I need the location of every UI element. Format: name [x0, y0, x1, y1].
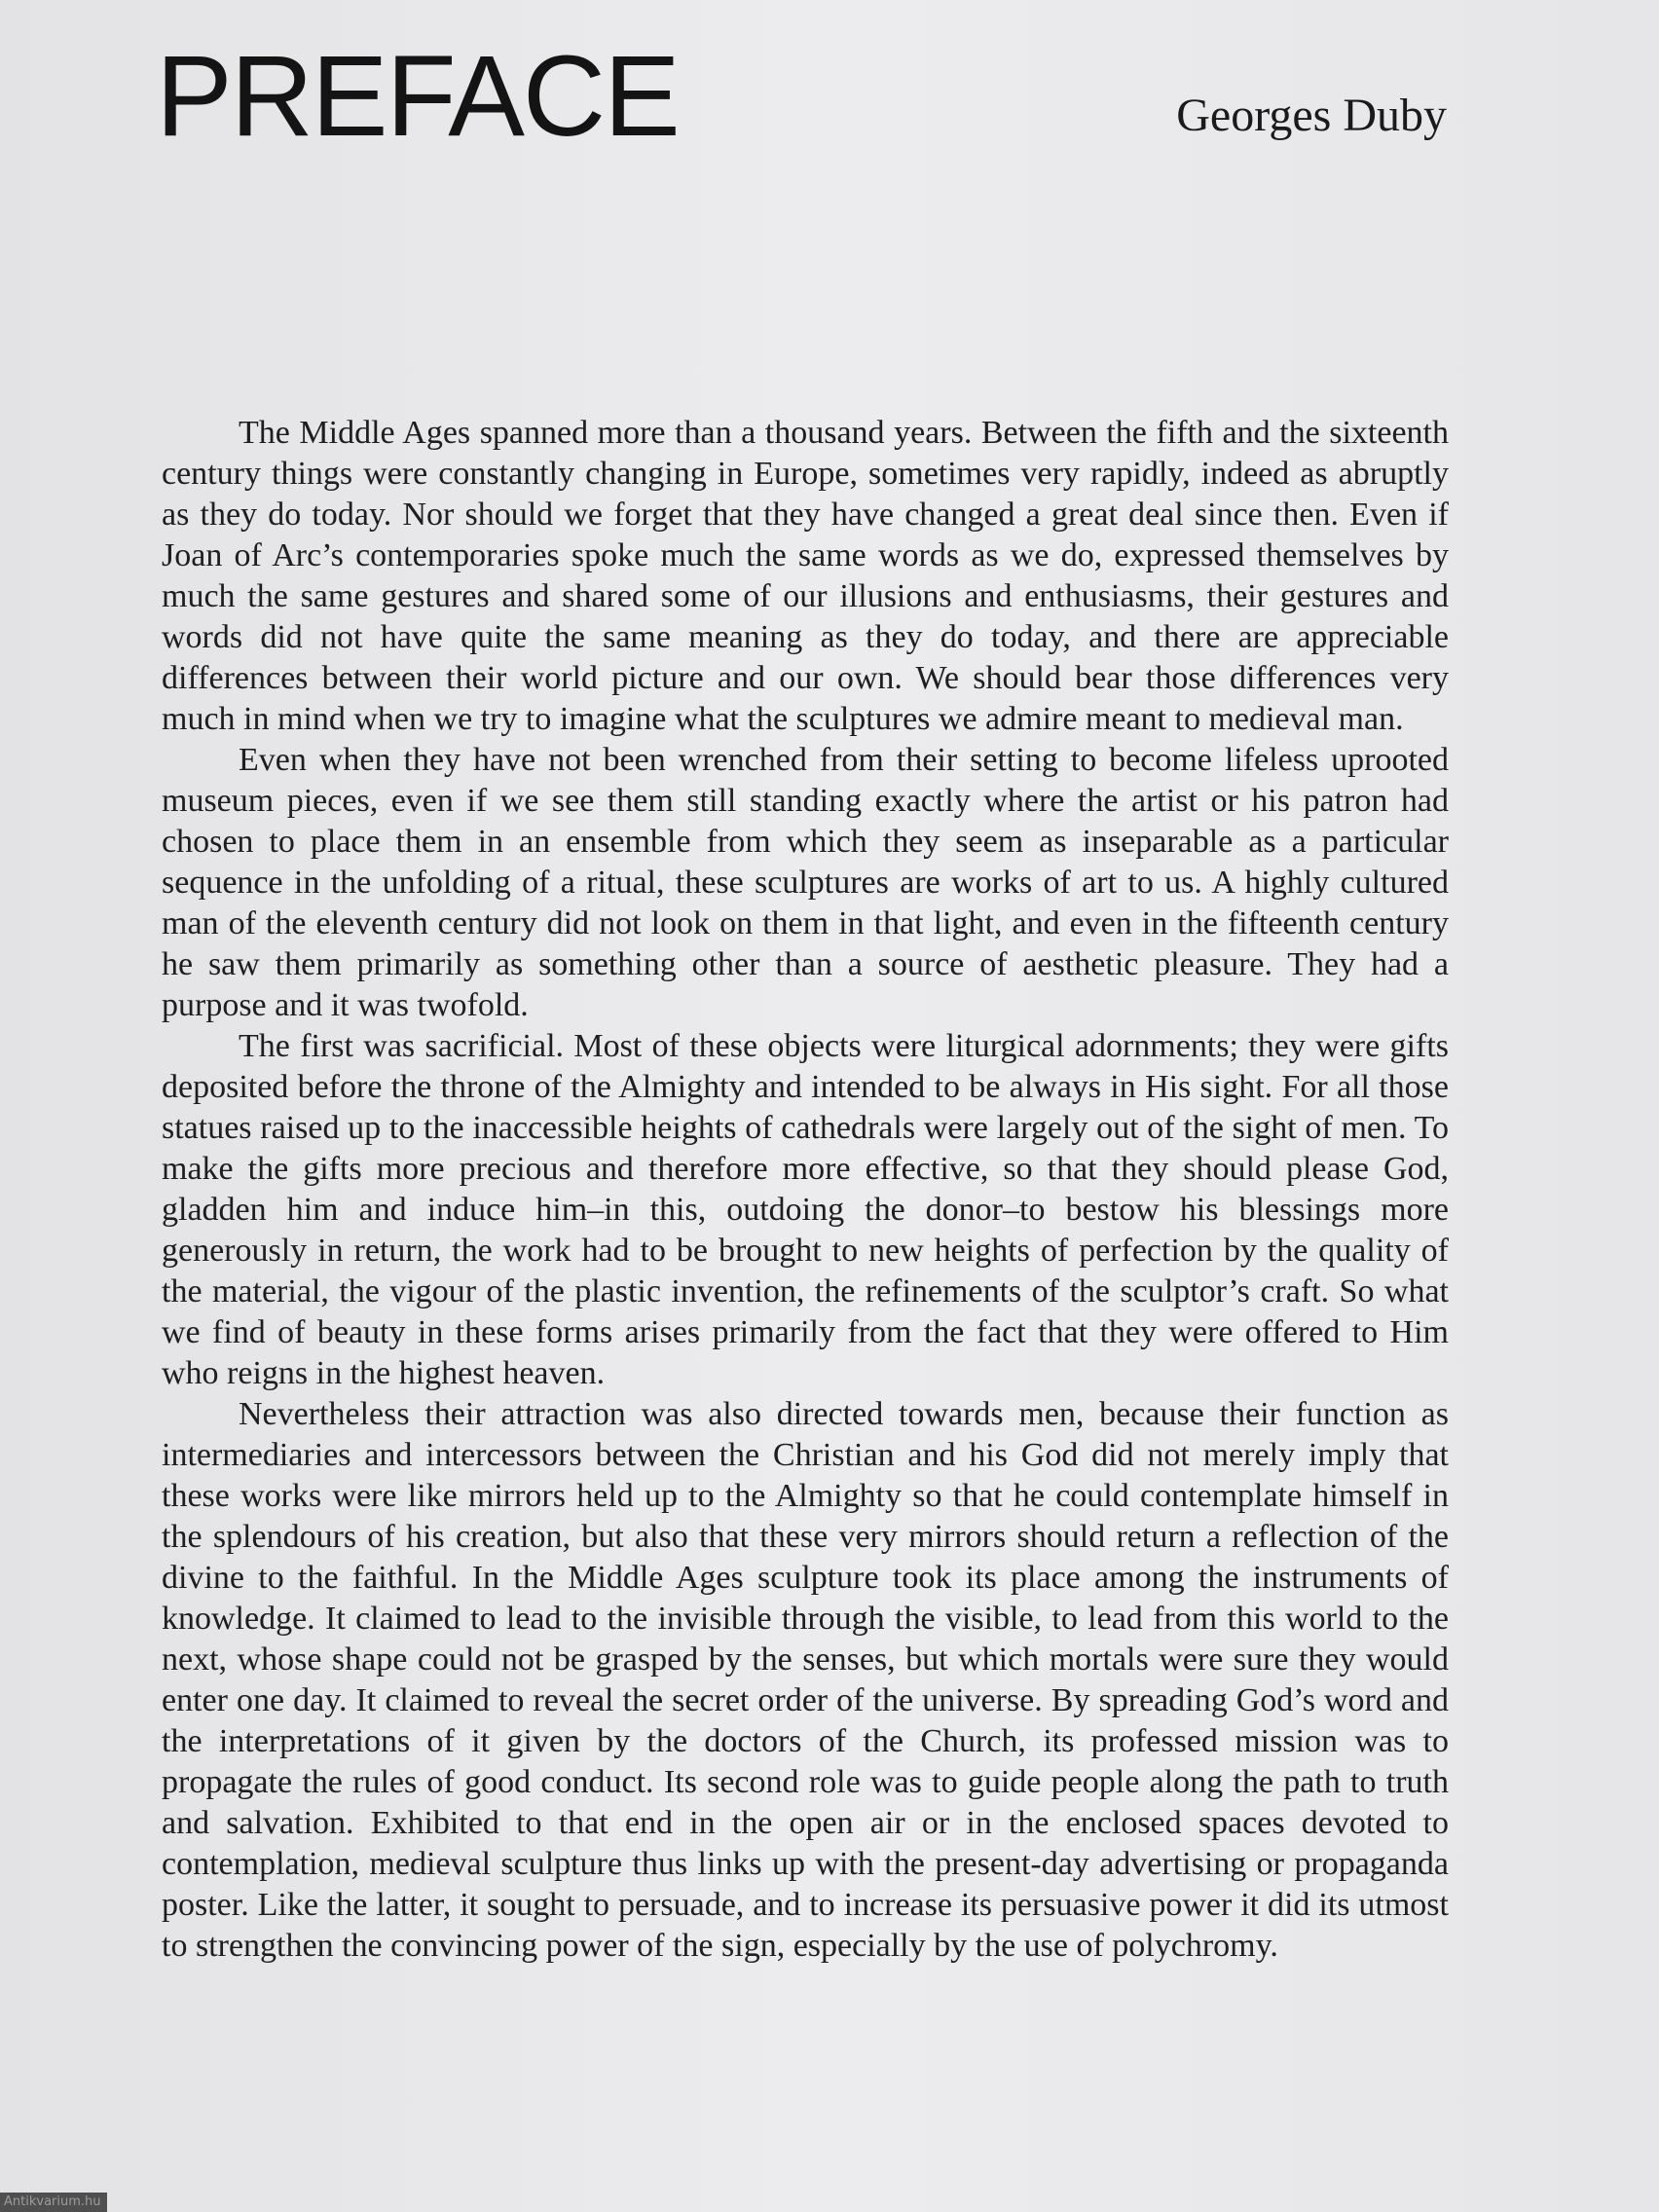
preface-body	[162, 413, 1449, 1967]
watermark: Antikvarium.hu	[0, 2193, 107, 2212]
paragraph-4: Nevertheless their attraction was also directed towards men, because their function as intermediaries and intercessors between the Christian and his God did not merely imply that these works were like mirrors held up to the Almighty so that he could contemplate himself in the splendours of his creation, but also that these very mirrors should return a reflection of the divine to the faithful. In the Middle Ages sculpture took its place among the instruments of knowledge. It claimed to lead to the invisible through the visible, to lead from this world to the next, whose shape could not be grasped by the senses, but which mortals were sure they would enter one day. It claimed to reveal the secret order of the universe. By spreading God’s word and the interpretations of it given by the doctors of the Church, its professed mission was to propagate the rules of good conduct. Its second role was to guide people along the path to truth and salvation. Exhibited to that end in the open air or in the enclosed spaces devoted to contemplation, medieval sculpture thus links up with the present-day advertising or propaganda poster. Like the latter, it sought to persuade, and to increase its persuasive power it did its utmost to strengthen the convincing power of the sign, especially by the use of polychromy.	[162, 1396, 1449, 1964]
paragraph-3: The first was sacrificial. Most of these objects were liturgical adornments; they were gifts deposited before the throne of the Almighty and intended to be always in His sight. For all those statues raised up to the inaccessible heights of cathedrals were largely out of the sight of men. To make the gifts more precious and therefore more effective, so that they should please God, gladden him and induce him–in this, outdoing the donor–to bestow his blessings more generously in return, the work had to be brought to new heights of perfection by the quality of the material, the vigour of the plastic invention, the refinements of the sculptor’s craft. So what we find of beauty in these forms arises primarily from the fact that they were offered to Him who reigns in the highest heaven.	[162, 1028, 1449, 1391]
paragraph-2: Even when they have not been wrenched from their setting to become lifeless uprooted museum pieces, even if we see them still standing exactly where the artist or his patron had chosen to place them in an ensemble from which they seem as inseparable as a particular sequence in the unfolding of a ritual, these sculptures are works of art to us. A highly cultured man of the eleventh century did not look on them in that light, and even in the fifteenth century he saw them primarily as something other than a source of aesthetic pleasure. They had a purpose and it was twofold.	[162, 742, 1449, 1023]
paragraph-1: The Middle Ages spanned more than a thousand years. Between the fifth and the sixteenth century things were constantly changing in Europe, sometimes very rapidly, indeed as abruptly as they do today. Nor should we forget that they have changed a great deal since then. Even if Joan of Arc’s contemporaries spoke much the same words as we do, expressed themselves by much the same gestures and shared some of our illusions and enthusiasms, their gestures and words did not have quite the same meaning as they do today, and there are appreciable differences between their world picture and our own. We should bear those differences very much in mind when we try to imagine what the sculptures we admire meant to medieval man.	[162, 415, 1449, 737]
author-name: Georges Duby	[1176, 90, 1447, 141]
page-title: PREFACE	[156, 32, 679, 161]
